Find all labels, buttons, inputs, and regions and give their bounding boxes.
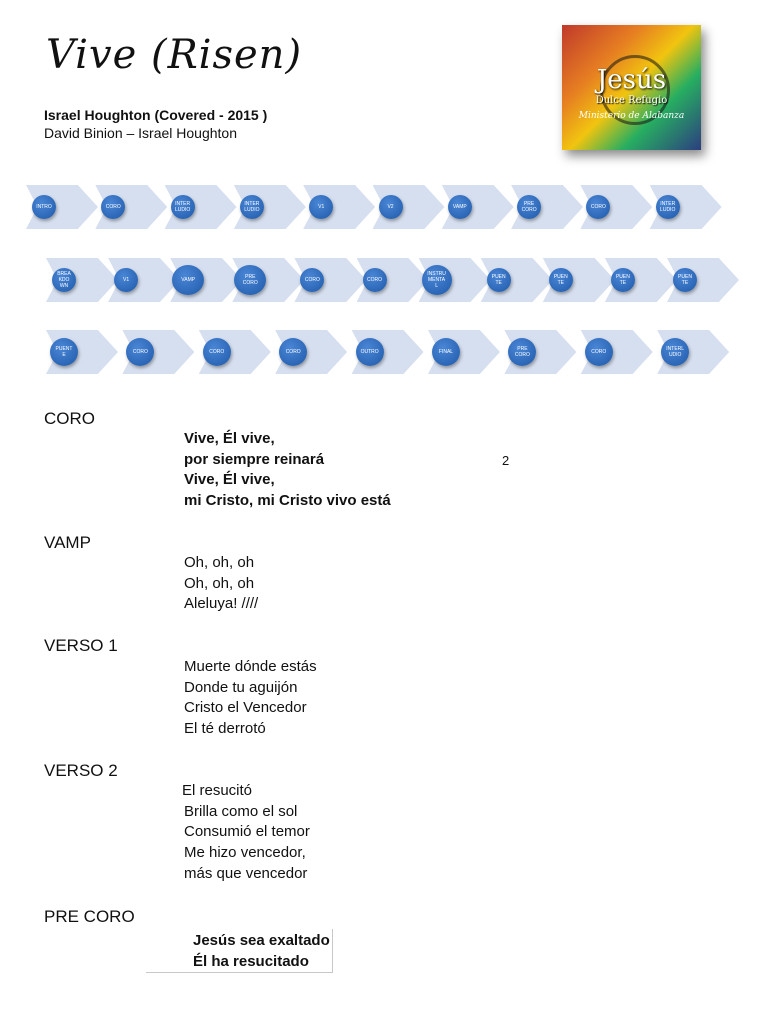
flow-step: INSTRU MENTA L bbox=[422, 265, 452, 295]
flow-step: INTER LUDIO bbox=[656, 195, 680, 219]
flow-step: CORO bbox=[586, 195, 610, 219]
section-label: VERSO 2 bbox=[44, 761, 118, 780]
lyric-line: Jesús sea exaltado bbox=[193, 932, 330, 949]
cover-title: Jesús bbox=[596, 65, 667, 95]
flow-step: BREA KDO WN bbox=[52, 268, 76, 292]
lyric-line: Me hizo vencedor, bbox=[184, 844, 306, 862]
flow-step: CORO bbox=[363, 268, 387, 292]
section-lyrics bbox=[184, 553, 258, 615]
flow-step: INTER LUDIO bbox=[240, 195, 264, 219]
flow-step: INTRO bbox=[32, 195, 56, 219]
lyric-line: El té derrotó bbox=[184, 720, 266, 738]
lyric-line: Muerte dónde estás bbox=[184, 658, 317, 675]
section-lyrics bbox=[184, 781, 310, 885]
lyric-line: más que vencedor bbox=[184, 864, 308, 882]
flow-step: V1 bbox=[114, 268, 138, 292]
flow-step: CORO bbox=[300, 268, 324, 292]
lyric-line: Vive, Él vive, bbox=[184, 430, 275, 447]
flow-step: INTER LUDIO bbox=[171, 195, 195, 219]
flow-step: INTERL UDIO bbox=[661, 338, 689, 366]
lyric-line: Aleluya! //// bbox=[184, 595, 259, 613]
section-lyrics bbox=[184, 429, 391, 512]
section-lyrics bbox=[184, 657, 317, 740]
flow-step: PUENT E bbox=[50, 338, 78, 366]
lyric-line: Brilla como el sol bbox=[184, 802, 298, 820]
song-structure-flow bbox=[0, 0, 768, 400]
lyric-line: Donde tu aguijón bbox=[184, 678, 298, 696]
flow-step: VAMP bbox=[448, 195, 472, 219]
flow-step: CORO bbox=[101, 195, 125, 219]
section-label: VERSO 1 bbox=[44, 636, 118, 655]
flow-step: CORO bbox=[585, 338, 613, 366]
section-label: PRE CORO bbox=[44, 907, 135, 926]
pre-coro-frame bbox=[146, 929, 333, 973]
lyric-line: Consumió el temor bbox=[184, 823, 310, 841]
flow-step: VAMP bbox=[172, 265, 204, 295]
lyric-line: Él ha resucitado bbox=[193, 952, 309, 970]
lyric-line: Oh, oh, oh bbox=[184, 554, 255, 571]
section-label: VAMP bbox=[44, 533, 91, 552]
lyric-line: El resucitó bbox=[182, 782, 253, 799]
flow-step: CORO bbox=[203, 338, 231, 366]
flow-step: PUEN TE bbox=[487, 268, 511, 292]
flow-step: CORO bbox=[279, 338, 307, 366]
flow-step: CORO bbox=[126, 338, 154, 366]
artist-line: Israel Houghton (Covered - 2015 ) bbox=[44, 107, 268, 123]
flow-step: PUEN TE bbox=[611, 268, 635, 292]
lyric-line: Vive, Él vive, bbox=[184, 471, 275, 489]
flow-step: V2 bbox=[379, 195, 403, 219]
section-label: CORO bbox=[44, 409, 95, 428]
song-title: Vive (Risen) bbox=[46, 32, 303, 78]
lyric-line: Cristo el Vencedor bbox=[184, 699, 307, 717]
flow-step: FINAL bbox=[432, 338, 460, 366]
cover-subtitle: Dulce Refugio bbox=[595, 95, 668, 106]
lyric-line: mi Cristo, mi Cristo vivo está bbox=[184, 492, 391, 510]
cover-tagline: Ministerio de Alabanza bbox=[578, 111, 685, 121]
lyric-line: Oh, oh, oh bbox=[184, 574, 255, 592]
page-number: 2 bbox=[502, 453, 510, 468]
flow-step: PRE CORO bbox=[508, 338, 536, 366]
writers-line: David Binion – Israel Houghton bbox=[44, 125, 238, 141]
lyric-line: por siempre reinará bbox=[184, 450, 325, 468]
flow-step: OUTRO bbox=[356, 338, 384, 366]
flow-step: PRE CORO bbox=[234, 265, 266, 295]
flow-step: V1 bbox=[309, 195, 333, 219]
flow-step: PRE CORO bbox=[517, 195, 541, 219]
flow-step: PUEN TE bbox=[549, 268, 573, 292]
flow-step: PUEN TE bbox=[673, 268, 697, 292]
